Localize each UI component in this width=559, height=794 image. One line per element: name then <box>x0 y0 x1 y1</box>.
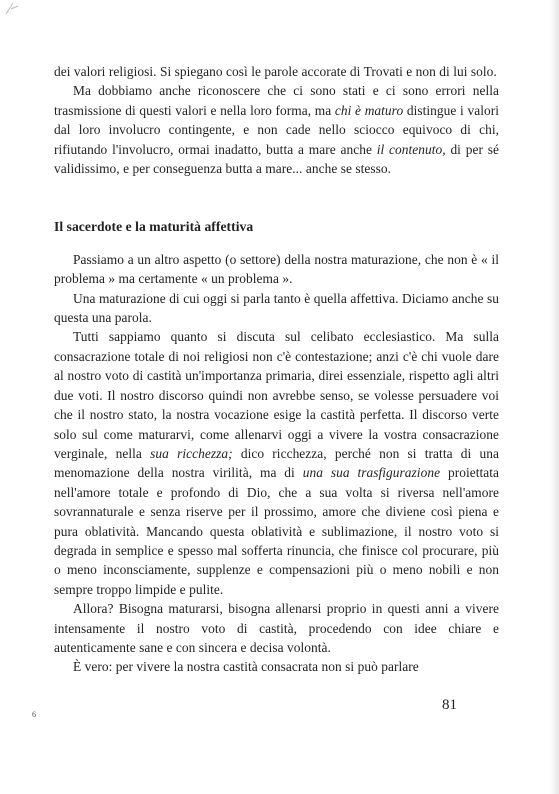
paragraph-3: Tutti sappiamo quanto si discuta sul celibato ecclesiastico. Ma sulla consacrazione totale di noi religiosi non c'è contestazione; anzi c'è chi vuole dare al nostro voto di castità un'importanza primaria, direi essenziale, rispetto agli altri due voti. Il nostro discorso quindi non avrebbe senso, se volesse persuadere voi che il nostro stato, la nostra vocazione esige la castità perfetta. Il discorso verte solo sul come maturarvi, come allenarvi oggi a vivere la vostra consacrazione verginale, nella sua ricchezza; dico ricchezza, perché non si tratta di una menomazione della nostra virilità, ma di una sua trasfigurazione proiettata nell'amore totale e profondo di Dio, che a sua volta si riversa nell'amore sovrannaturale e senza riserve per il prossimo, amore che diviene così piena e pura oblatività. Mancando questa oblatività e sublimazione, il nostro voto si degrada in semplice e spesso mal sofferta rinuncia, che finisce col procurare, più o meno inconsciamente, supplenze e compensazioni più o meno nobili e non sempre troppo limpide e pulite. <box>54 329 500 597</box>
emphasis-il-contenuto: il contenuto, <box>376 141 446 157</box>
paragraph-5: È vero: per vivere la nostra castità consacrata non si può parlare <box>73 659 419 675</box>
signature-mark: 6 <box>32 710 36 719</box>
paragraph-intro-1: dei valori religiosi. Si spiegano così le parole accorate di Trovati e non di lui solo. <box>54 64 497 79</box>
paragraph-intro-2: Ma dobbiamo anche riconoscere che ci sono stati e ci sono errori nella trasmissione di questi valori e nella loro forma, ma chi è maturo distingue i valori dal loro involucro contingente, e non cade nello sciocco equivoco di chi, rifiutando l'involucro, ormai inadatto, butta a mare anche il contenuto, di per sé validissimo, e per conseguenza butta a mare... anche se stesso. <box>54 83 500 177</box>
emphasis-una-sua-trasfigurazione: una sua trasfigurazione <box>302 465 441 481</box>
emphasis-chi-e-maturo: chi è maturo <box>334 102 404 118</box>
paragraph-2: Una maturazione di cui oggi si parla tanto è quella affettiva. Diciamo anche su questa una parola. <box>54 290 499 326</box>
pencil-scribble-mark <box>2 0 38 16</box>
page-number: 81 <box>442 697 457 713</box>
paragraph-1: Passiamo a un altro aspetto (o settore) della nostra maturazione, che non è « il problema » ma certamente « un problema ». <box>54 251 499 287</box>
paragraph-4: Allora? Bisogna maturarsi, bisogna allenarsi proprio in questi anni a vivere intensamente il nostro voto di castità, procedendo con idee chiare e autenticamente sane e con sincera e decisa volontà. <box>54 601 499 655</box>
page-edge-shadow <box>549 0 559 794</box>
section-heading: Il sacerdote e la maturità affettiva <box>54 219 254 235</box>
body-text <box>54 62 499 677</box>
emphasis-sua-ricchezza: sua ricchezza; <box>150 445 233 461</box>
